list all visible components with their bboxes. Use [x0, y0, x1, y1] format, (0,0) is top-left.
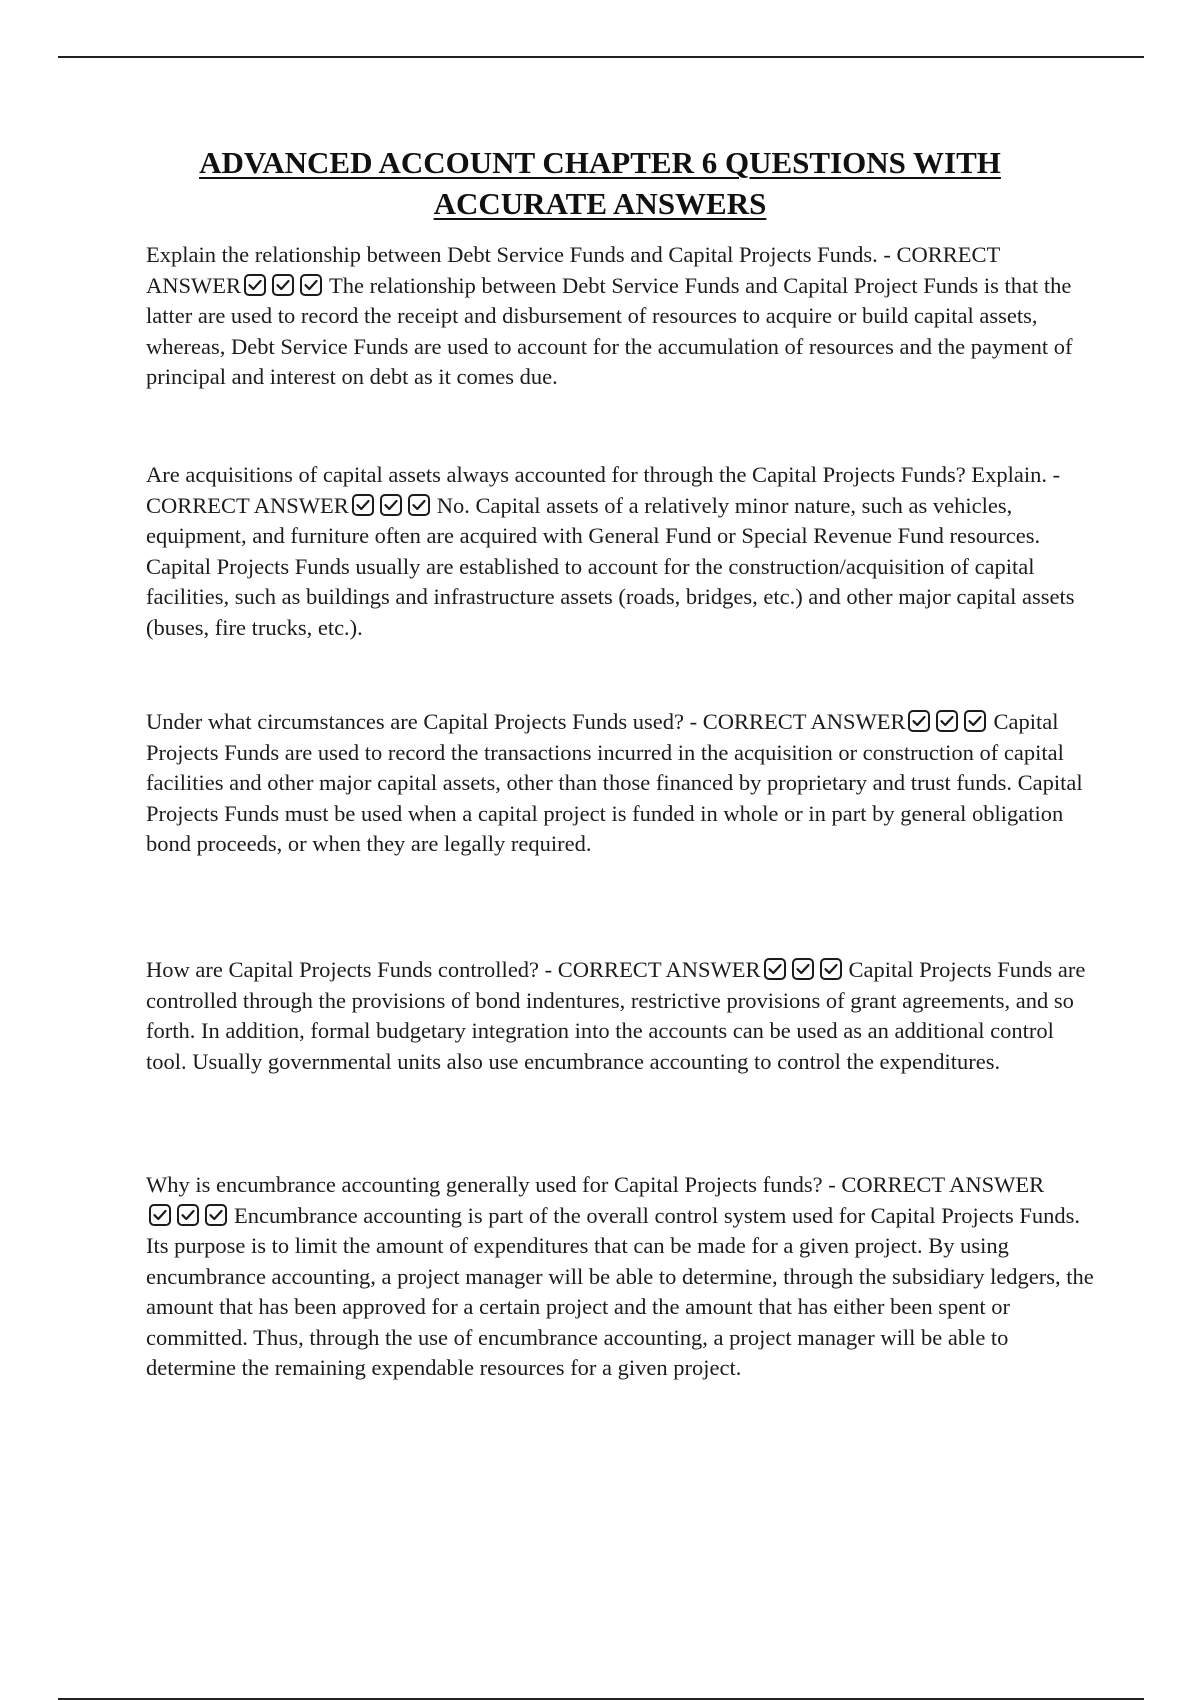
separator: -: [1047, 462, 1061, 487]
separator: -: [822, 1172, 842, 1197]
checkbox-check-icon: [963, 709, 987, 733]
answer-text: Capital Projects Funds are used to record the transactions incurred in the acquisition or construction of capital facilities and other major capital assets, other than those financed by proprietary and trust funds. Capital Projects Funds must be used when a capital project is funded in whole or in part by general obligation bond proceeds, or when they are legally required.: [146, 709, 1083, 856]
checkbox-check-icon: [791, 957, 815, 981]
checkbox-check-icon: [935, 709, 959, 733]
question-text: Why is encumbrance accounting generally used for Capital Projects funds?: [146, 1172, 823, 1197]
answer-text: Capital Projects Funds are controlled through the provisions of bond indentures, restrictive provisions of grant agreements, and so forth. In addition, formal budgetary integration into the accounts can be used as an additional control tool. Usually governmental units also use encumbrance accounting to control the expenditures.: [146, 957, 1086, 1074]
check-marks: [907, 707, 991, 738]
qa-item: [146, 1170, 1094, 1384]
top-rule: [58, 56, 1144, 58]
checkbox-check-icon: [819, 957, 843, 981]
checkbox-check-icon: [148, 1203, 172, 1227]
question-text: How are Capital Projects Funds controlled?: [146, 957, 540, 982]
check-marks: [351, 491, 435, 522]
qa-item: [146, 240, 1094, 393]
checkbox-check-icon: [176, 1203, 200, 1227]
checkbox-check-icon: [351, 493, 375, 517]
checkbox-check-icon: [243, 273, 267, 297]
answer-marker: CORRECT ANSWER: [702, 709, 906, 734]
document-title: [120, 142, 1080, 224]
qa-item: [146, 955, 1094, 1077]
checkbox-check-icon: [407, 493, 431, 517]
check-marks: [148, 1201, 232, 1232]
answer-text: The relationship between Debt Service Funds and Capital Project Funds is that the latter are used to record the receipt and disbursement of resources to acquire or build capital assets, whereas, Debt Service Funds are used to account for the accumulation of resources and the payment of principal and interest on debt as it comes due.: [146, 272, 1073, 389]
title-line-1: ADVANCED ACCOUNT CHAPTER 6 QUESTIONS WITH: [199, 145, 1001, 180]
checkbox-check-icon: [299, 273, 323, 297]
answer-marker: CORRECT ANSWER: [146, 242, 1000, 298]
checkbox-check-icon: [907, 709, 931, 733]
answer-text: Encumbrance accounting is part of the overall control system used for Capital Projects Funds. Its purpose is to limit the amount of expenditures that can be made for a given project. By using encumbrance accounting, a project manager will be able to determine, through the subsidiary ledgers, the amount that has been approved for a certain project and the amount that has either been spent or committed. Thus, through the use of encumbrance accounting, a project manager will be able to determine the remaining expendable resources for a given project.: [146, 1202, 1094, 1380]
checkbox-check-icon: [204, 1203, 228, 1227]
check-marks: [243, 271, 327, 302]
checkbox-check-icon: [763, 957, 787, 981]
checkbox-check-icon: [271, 273, 295, 297]
qa-item: [146, 460, 1094, 643]
answer-marker: CORRECT ANSWER: [841, 1172, 1045, 1197]
check-marks: [763, 955, 847, 986]
separator: -: [539, 957, 558, 982]
qa-item: [146, 707, 1094, 860]
checkbox-check-icon: [379, 493, 403, 517]
separator: -: [877, 242, 897, 267]
question-text: Are acquisitions of capital assets always accounted for through the Capital Projects Funds? Explain.: [146, 462, 1048, 487]
answer-text: No. Capital assets of a relatively minor nature, such as vehicles, equipment, and furniture often are acquired with General Fund or Special Revenue Fund resources. Capital Projects Funds usually are established to account for the construction/acquisition of capital facilities, such as buildings and infrastructure assets (roads, bridges, etc.) and other major capital assets (buses, fire trucks, etc.).: [146, 492, 1075, 640]
question-text: Explain the relationship between Debt Service Funds and Capital Projects Funds.: [146, 242, 878, 267]
answer-marker: CORRECT ANSWER: [146, 492, 349, 518]
answer-marker: CORRECT ANSWER: [557, 957, 761, 982]
separator: -: [683, 709, 703, 734]
title-line-2: ACCURATE ANSWERS: [433, 186, 767, 221]
question-text: Under what circumstances are Capital Projects Funds used?: [146, 709, 684, 734]
